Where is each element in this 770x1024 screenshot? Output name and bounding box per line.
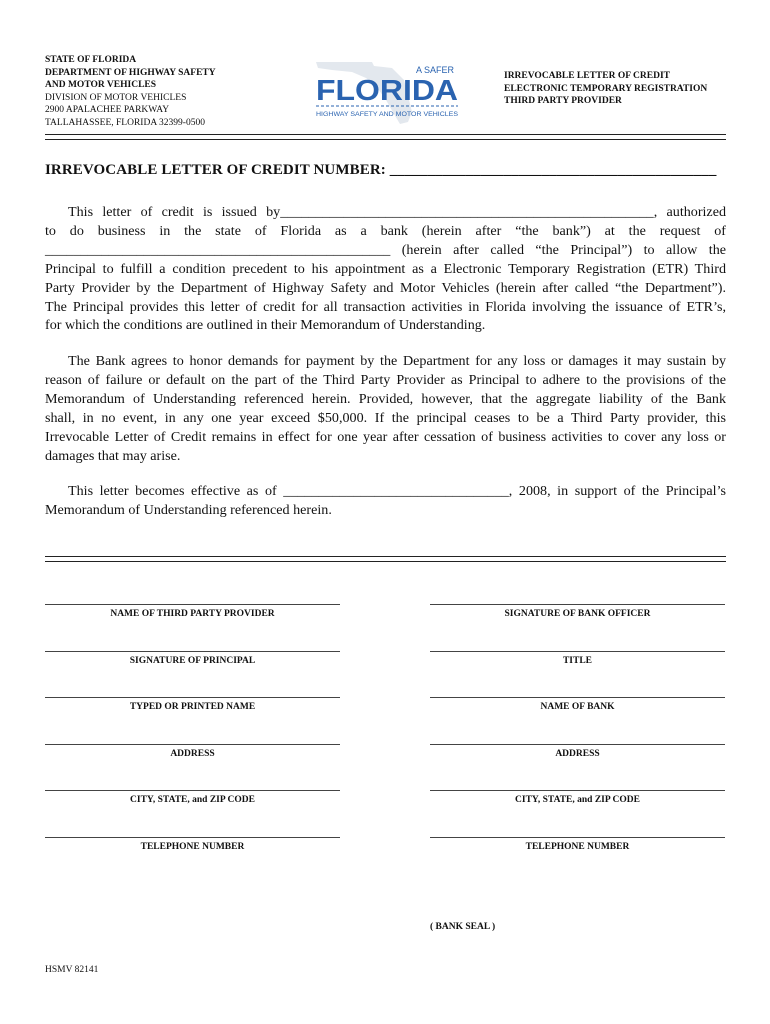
form-title-block (504, 70, 707, 108)
printed-name-field[interactable] (45, 697, 340, 698)
bank-city-state-zip-label: CITY, STATE, and ZIP CODE (515, 795, 640, 805)
paragraph-line: Principal to fulfill a condition precedent to his appointment as a Electronic Temporary Registration (ETR) Third (45, 260, 726, 277)
bank-seal-label: ( BANK SEAL ) (430, 922, 496, 932)
bank-officer-title-field[interactable] (430, 651, 725, 652)
paragraph-liability (45, 352, 726, 465)
paragraph-line: The Principal provides this letter of credit for all transaction activities in Florida involving the issuance of ETR’s, (45, 298, 726, 315)
florida-hsmv-logo (312, 56, 464, 126)
logo-subtitle: HIGHWAY SAFETY AND MOTOR VEHICLES (316, 111, 459, 118)
bank-officer-signature-field[interactable] (430, 604, 725, 605)
letter-number-title: IRREVOCABLE LETTER OF CREDIT NUMBER: ___________________________________________ (45, 162, 717, 178)
bank-address-field[interactable] (430, 744, 725, 745)
paragraph-line: shall, in no event, in any one year exceed $50,000. If the principal ceases to be a Third Party provider, this (45, 409, 726, 426)
header-divider (45, 134, 726, 140)
bank-city-state-zip-field[interactable] (430, 790, 725, 791)
form-title-line: ELECTRONIC TEMPORARY REGISTRATION (504, 83, 708, 94)
paragraph-line: This letter becomes effective as of ________________________________, 2008, in support of the Principal’s (68, 483, 726, 499)
paragraph-line: for which the conditions are outlined in their Memorandum of Understanding. (45, 317, 486, 334)
principal-city-state-zip-label: CITY, STATE, and ZIP CODE (130, 795, 255, 805)
principal-telephone-label: TELEPHONE NUMBER (140, 842, 245, 852)
paragraph-line: Memorandum of Understanding referenced herein. Provided, however, that the aggregate liability of the Bank (45, 390, 726, 407)
paragraph-line: reason of failure or default on the part of the Third Party Provider as Principal to adhere to the provisions of the (45, 371, 726, 388)
agency-line: AND MOTOR VEHICLES (45, 80, 157, 91)
principal-address-label: ADDRESS (170, 749, 215, 759)
bank-name-label: NAME OF BANK (540, 702, 615, 712)
form-title-line: IRREVOCABLE LETTER OF CREDIT (504, 71, 671, 81)
principal-city-state-zip-field[interactable] (45, 790, 340, 791)
bank-telephone-label: TELEPHONE NUMBER (525, 842, 630, 852)
florida-map-logo-icon (312, 56, 464, 126)
principal-signature-label: SIGNATURE OF PRINCIPAL (129, 656, 256, 666)
agency-line: STATE OF FLORIDA (45, 55, 137, 65)
bank-address-label: ADDRESS (555, 749, 600, 759)
paragraph-line: Memorandum of Understanding referenced herein. (45, 501, 332, 518)
paragraph-line: Party Provider by the Department of Highway Safety and Motor Vehicles (herein after called “the Department”). (45, 279, 726, 296)
agency-address-block (45, 54, 216, 130)
paragraph-line: to do business in the state of Florida as a bank (herein after “the bank”) at the request of (45, 222, 726, 239)
principal-telephone-field[interactable] (45, 837, 340, 838)
bank-name-field[interactable] (430, 697, 725, 698)
agency-line: 2900 APALACHEE PARKWAY (45, 105, 170, 116)
form-title-line: THIRD PARTY PROVIDER (504, 96, 622, 107)
bank-officer-signature-label: SIGNATURE OF BANK OFFICER (504, 609, 651, 619)
bank-officer-title-label: TITLE (562, 656, 593, 666)
agency-line: DEPARTMENT OF HIGHWAY SAFETY (45, 67, 216, 78)
paragraph-effective-date (45, 482, 726, 520)
paragraph-line: _________________________________________________ (herein after called “the Principal”) to allow the (45, 241, 726, 258)
printed-name-label: TYPED OR PRINTED NAME (129, 702, 256, 712)
principal-signature-field[interactable] (45, 651, 340, 652)
paragraph-line: This letter of credit is issued by_____________________________________________________, authorized (68, 204, 726, 220)
bank-telephone-field[interactable] (430, 837, 725, 838)
third-party-name-field[interactable] (45, 604, 340, 605)
paragraph-issuance (45, 203, 726, 335)
paragraph-line: The Bank agrees to honor demands for payment by the Department for any loss or damages it may sustain by (68, 353, 726, 369)
principal-address-field[interactable] (45, 744, 340, 745)
logo-tagline: A SAFER (416, 65, 455, 75)
paragraph-line: Irrevocable Letter of Credit remains in effect for one year after cessation of business activities to cover any loss or (45, 428, 726, 445)
form-number: HSMV 82141 (45, 965, 99, 975)
agency-line: TALLAHASSEE, FLORIDA 32399-0500 (45, 117, 205, 128)
logo-word: FLORIDA (316, 75, 459, 107)
paragraph-line: damages that may arise. (45, 447, 181, 464)
third-party-name-label: NAME OF THIRD PARTY PROVIDER (110, 609, 275, 619)
agency-line: DIVISION OF MOTOR VEHICLES (45, 92, 187, 103)
signature-divider (45, 556, 726, 562)
